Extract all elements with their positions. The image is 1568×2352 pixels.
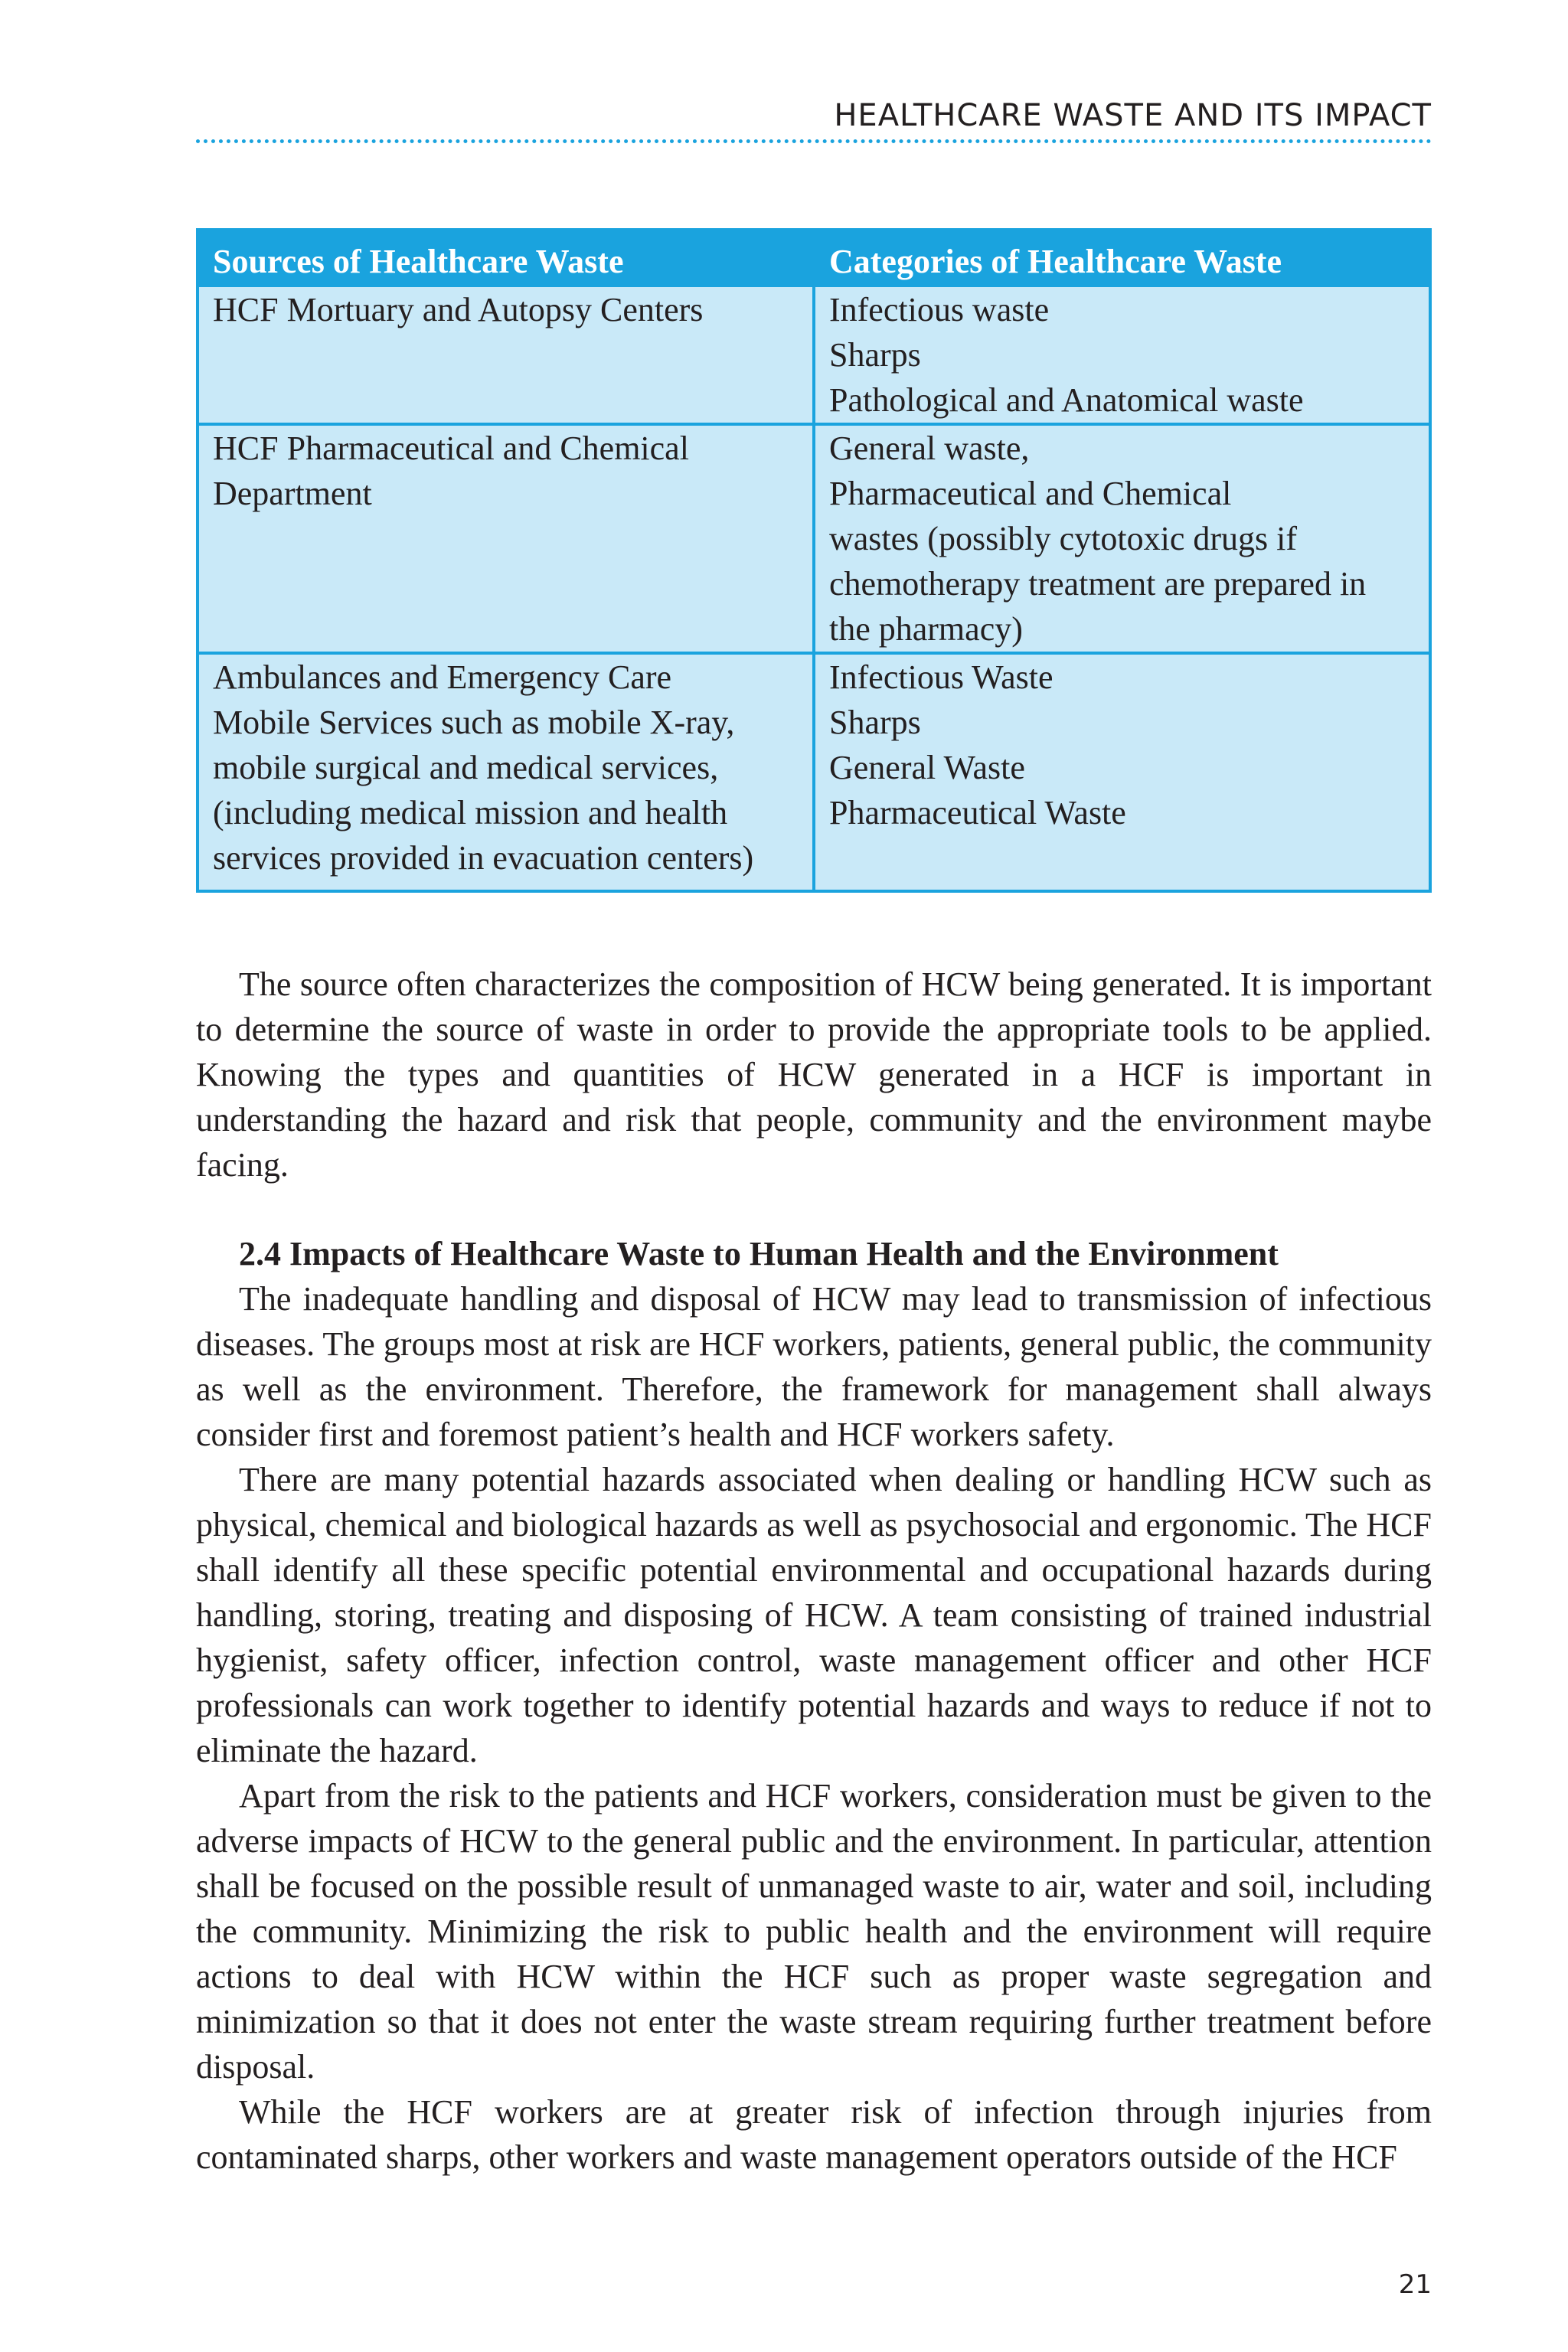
header-dotted-rule [196,139,1432,143]
section-2-4 [196,1231,1432,2180]
section-heading: 2.4 Impacts of Healthcare Waste to Human Health and the Environment [239,1235,1279,1272]
cell-line: chemotherapy treatment are prepared in [829,565,1367,603]
page-number: 21 [1398,2269,1432,2300]
body-paragraph: While the HCF workers are at greater risk of infection through injuries from contaminated sharps, other workers and waste management operators outside of the HCF [196,2093,1432,2176]
source-cell [198,653,814,891]
running-header: HEALTHCARE WASTE AND ITS IMPACT [834,98,1432,133]
cell-line: the pharmacy) [829,610,1023,648]
cell-line: (including medical mission and health [213,794,728,831]
cell-line: Mobile Services such as mobile X-ray, [213,704,735,741]
cell-line: General Waste [829,749,1025,786]
category-cell [814,424,1430,653]
table-row [198,653,1430,891]
cell-line: HCF Mortuary and Autopsy Centers [213,291,704,328]
category-cell [814,653,1430,891]
cell-line: Pharmaceutical Waste [829,794,1126,831]
intro-text-block [196,962,1432,1187]
cell-line: Pharmaceutical and Chemical [829,475,1232,512]
source-cell [198,424,814,653]
header-categories: Categories of Healthcare Waste [814,230,1430,286]
cell-line: Sharps [829,704,921,741]
cell-line: Pathological and Anatomical waste [829,381,1304,419]
table-row [198,286,1430,424]
source-cell [198,286,814,424]
cell-line: services provided in evacuation centers) [213,839,754,877]
category-cell [814,286,1430,424]
header-sources: Sources of Healthcare Waste [198,230,814,286]
table-row [198,424,1430,653]
cell-line: mobile surgical and medical services, [213,749,719,786]
cell-line: Sharps [829,336,921,374]
cell-line: Department [213,475,372,512]
body-paragraph: Apart from the risk to the patients and HCF workers, consideration must be given to the adverse impacts of HCW to the general public and the environment. In particular, attention shall be focused on the possible result of unmanaged waste to air, water and soil, including the community. Minimizing the risk to public health and the environment will require actions to deal with HCW within the HCF such as proper waste segregation and minimization so that it does not enter the waste stream requiring further treatment before disposal. [196,1777,1432,2086]
waste-sources-table [196,228,1432,893]
cell-line: wastes (possibly cytotoxic drugs if [829,520,1298,557]
intro-paragraph: The source often characterizes the composition of HCW being generated. It is important to determine the source of waste in order to provide the appropriate tools to be applied. Knowing the types and quantities of HCW generated in a HCF is important in understanding the hazard and risk that people, community and the environment maybe facing. [196,965,1432,1184]
body-paragraph: The inadequate handling and disposal of HCW may lead to transmission of infectious diseases. The groups most at risk are HCF workers, patients, general public, the community as well as the environment. Therefore, the framework for management shall always consider first and foremost patient’s health and HCF workers safety. [196,1280,1432,1453]
cell-line: Infectious Waste [829,658,1054,696]
cell-line: General waste, [829,430,1030,467]
table-header-row [198,230,1430,286]
cell-line: HCF Pharmaceutical and Chemical [213,430,689,467]
cell-line: Ambulances and Emergency Care [213,658,672,696]
body-paragraph: There are many potential hazards associated when dealing or handling HCW such as physical, chemical and biological hazards as well as psychosocial and ergonomic. The HCF shall identify all these specific potential environmental and occupational hazards during handling, storing, treating and disposing of HCW. A team consisting of trained industrial hygienist, safety officer, infection control, waste management officer and other HCF professionals can work together to identify potential hazards and ways to reduce if not to eliminate the hazard. [196,1461,1432,1769]
cell-line: Infectious waste [829,291,1050,328]
